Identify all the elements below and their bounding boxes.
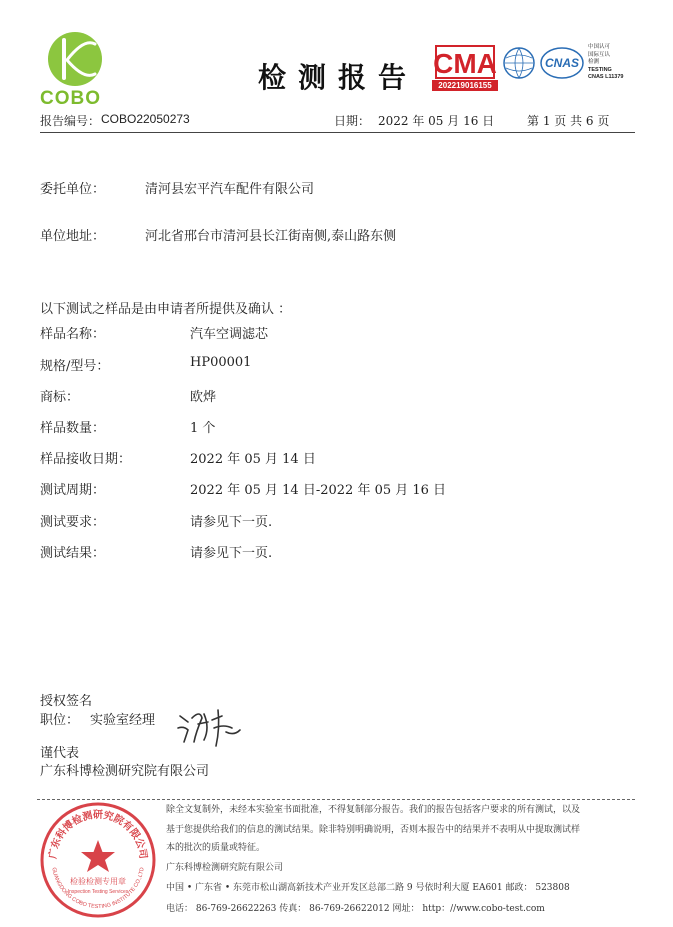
sample-row-value: 2022 年 05 月 14 日 bbox=[190, 452, 316, 467]
sample-intro: 以下测试之样品是由申请者所提供及确认 ： bbox=[40, 302, 292, 317]
sample-row-value: 欧烨 bbox=[190, 390, 217, 405]
report-number-label: 报告编号： bbox=[40, 114, 101, 128]
sample-row-label: 商标： bbox=[40, 390, 80, 405]
sample-row-label: 样品接收日期： bbox=[40, 452, 132, 467]
sample-row-value: HP00001 bbox=[190, 355, 252, 370]
svg-text:CNAS: CNAS bbox=[544, 56, 580, 70]
authorized-signature-title: 授权签名 bbox=[40, 694, 93, 709]
report-number: COBO22050273 bbox=[101, 112, 190, 126]
sample-row-value: 2022 年 05 月 14 日-2022 年 05 月 16 日 bbox=[190, 483, 447, 498]
footer-note: 本的批次的质量或特征。 bbox=[166, 843, 266, 853]
svg-text:CMA: CMA bbox=[433, 48, 497, 79]
cnas-line: CNAS L11379 bbox=[588, 74, 624, 80]
sample-row-label: 测试结果： bbox=[40, 546, 106, 561]
logo-text: COBO bbox=[40, 88, 101, 109]
seal-top-text: 广东科博检测研究院有限公司 bbox=[47, 810, 149, 860]
cnas-accreditation-text bbox=[588, 44, 623, 82]
footer-note: 除全文复制外，未经本实验室书面批准，不得复制部分报告。我们的报告包括客户要求的所有测试，以及 bbox=[166, 805, 581, 815]
official-seal-icon bbox=[38, 800, 158, 920]
sample-row-value: 请参见下一页. bbox=[190, 515, 273, 530]
cnas-line: 检测 bbox=[588, 59, 600, 65]
footer-address: 中国 • 广东省 • 东莞市松山湖高新技术产业开发区总部二路 9 号依时利大厦 EA601 邮政： 523808 bbox=[166, 883, 570, 893]
client-label: 委托单位： bbox=[40, 182, 106, 197]
seal-center-subtext: Inspection Testing Services bbox=[67, 889, 129, 895]
date-label: 日期： bbox=[334, 114, 371, 128]
ilac-mra-icon bbox=[502, 46, 536, 80]
cnas-line: 中国认可 bbox=[588, 44, 611, 50]
position-label: 职位： bbox=[40, 713, 80, 728]
cnas-logo-icon bbox=[540, 46, 584, 80]
sample-row-value: 1 个 bbox=[190, 421, 216, 436]
cobo-logo-icon bbox=[40, 30, 110, 88]
cnas-line: 国际互认 bbox=[588, 51, 611, 58]
institute-name: 广东科博检测研究院有限公司 bbox=[40, 764, 210, 779]
seal-bottom-text: GUANGDONG COBO TESTING INSTITUTE CO.,LTD bbox=[50, 867, 146, 911]
sample-row-label: 测试周期： bbox=[40, 483, 106, 498]
position-value: 实验室经理 bbox=[90, 713, 156, 728]
address-label: 单位地址： bbox=[40, 229, 106, 244]
sample-row-value: 汽车空调滤芯 bbox=[190, 327, 269, 342]
date-value: 2022 年 05 月 16 日 bbox=[378, 114, 495, 128]
sample-row-value: 请参见下一页. bbox=[190, 546, 273, 561]
on-behalf-label: 谨代表 bbox=[40, 746, 80, 761]
seal-center-text: 检验检测专用章 bbox=[70, 877, 126, 886]
header-divider bbox=[40, 132, 635, 133]
handwritten-signature-icon bbox=[174, 702, 246, 748]
footer-contact: 电话： 86-769-26622263 传真： 86-769-26622012 网址： http：//www.cobo-test.com bbox=[166, 904, 545, 914]
cnas-line: TESTING bbox=[588, 66, 612, 73]
footer-note: 基于您提供给我们的信息的测试结果。除非特别明确说明，否则本报告中的结果并不表明从中提取测试样 bbox=[166, 825, 581, 835]
client-value: 清河县宏平汽车配件有限公司 bbox=[145, 182, 315, 197]
sample-row-label: 测试要求： bbox=[40, 515, 106, 530]
address-value: 河北省邢台市清河县长江街南侧,泰山路东侧 bbox=[145, 229, 397, 244]
footer-company: 广东科博检测研究院有限公司 bbox=[166, 863, 284, 873]
page-info: 第 1 页 共 6 页 bbox=[527, 114, 610, 128]
cma-number: 202219016155 bbox=[432, 80, 498, 91]
sample-row-label: 样品数量： bbox=[40, 421, 106, 436]
sample-row-label: 规格/型号： bbox=[40, 359, 110, 374]
report-title: 检测报告 bbox=[258, 61, 419, 94]
sample-row-label: 样品名称： bbox=[40, 327, 106, 342]
